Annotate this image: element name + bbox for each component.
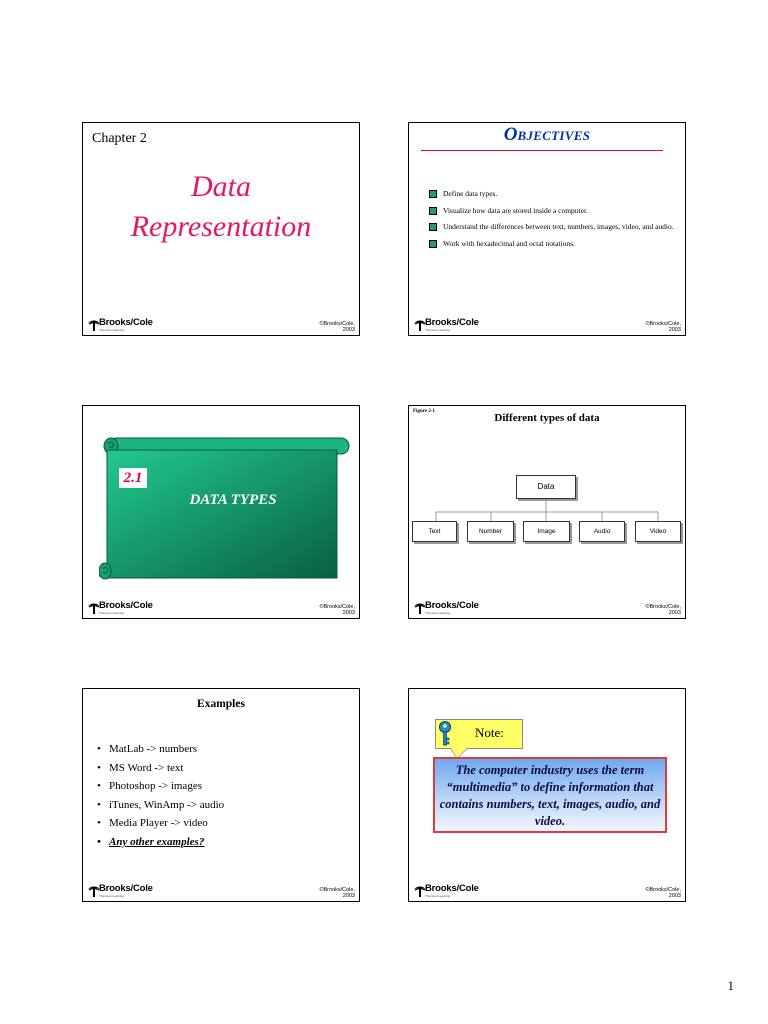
objectives-list [429, 189, 679, 255]
logo-subtext: Thomson Learning [425, 611, 451, 615]
copyright [319, 321, 355, 333]
slide-title-line2: Representation [130, 210, 312, 243]
logo-text: Brooks/Cole [99, 317, 153, 328]
tree-node-audio: Audio [579, 521, 625, 542]
title-divider [421, 150, 663, 151]
list-item [429, 222, 679, 232]
examples-title: Examples [197, 698, 245, 710]
logo-subtext: Thomson Learning [99, 611, 125, 615]
copyright-line2: 2003 [668, 610, 681, 616]
figure-title: Different types of data [494, 412, 600, 424]
copyright-line2: 2003 [668, 893, 681, 899]
list-item [429, 206, 679, 216]
slide-data-types-figure [408, 405, 686, 619]
copyright [319, 604, 355, 616]
list-item: • Media Player -> video [97, 814, 224, 833]
list-item: • iTunes, WinAmp -> audio [97, 796, 224, 815]
copyright-line1: ©Brooks/Cole, [319, 321, 355, 327]
publisher-logo [87, 318, 177, 332]
section-title: DATA TYPES [189, 492, 277, 508]
publisher-logo [87, 601, 177, 615]
publisher-logo [413, 884, 503, 898]
list-item-text: Understand the differences between text, numbers, images, video, and audio. [443, 222, 674, 231]
section-number: 2.1 [119, 468, 147, 488]
copyright [645, 887, 681, 899]
logo-text: Brooks/Cole [99, 600, 153, 611]
list-item [429, 239, 679, 249]
slide-title-line1: Data [191, 170, 251, 203]
copyright [645, 604, 681, 616]
copyright-line2: 2003 [342, 893, 355, 899]
logo-text: Brooks/Cole [99, 883, 153, 894]
tree-connector-lines [409, 406, 686, 619]
square-bullet-icon [429, 223, 437, 231]
copyright-line1: ©Brooks/Cole, [319, 887, 355, 893]
list-item: • MS Word -> text [97, 759, 224, 778]
publisher-logo [413, 601, 503, 615]
list-item-question: • Any other examples? [97, 833, 224, 852]
tree-node-video: Video [635, 521, 681, 542]
slide-section-data-types [82, 405, 360, 619]
note-body: The computer industry uses the term “multimedia” to define information that contains numbers, text, images, audio, and video. [433, 757, 667, 833]
copyright-line1: ©Brooks/Cole, [645, 604, 681, 610]
square-bullet-icon [429, 240, 437, 248]
slide-chapter-title [82, 122, 360, 336]
list-item-text: Define data types. [443, 189, 498, 198]
logo-subtext: Thomson Learning [99, 894, 125, 898]
list-item-text: Visualize how data are stored inside a computer. [443, 205, 588, 215]
slide-objectives [408, 122, 686, 336]
objectives-title [409, 124, 685, 146]
publisher-logo [87, 884, 177, 898]
copyright-line1: ©Brooks/Cole, [319, 604, 355, 610]
list-item-text: Work with hexadecimal and octal notations. [443, 238, 575, 248]
logo-subtext: Thomson Learning [425, 328, 451, 332]
figure-label: Figure 2-1 [413, 409, 435, 414]
key-icon [438, 720, 452, 748]
objectives-title-initial: O [503, 124, 518, 145]
square-bullet-icon [429, 190, 437, 198]
objectives-title-rest: BJECTIVES [517, 128, 591, 143]
list-item [429, 189, 679, 199]
slide-examples [82, 688, 360, 902]
examples-list [97, 740, 224, 851]
page-number: 1 [727, 978, 734, 993]
copyright [645, 321, 681, 333]
note-label: Note: [475, 725, 504, 740]
tree-node-number: Number [467, 521, 514, 542]
tree-node-root: Data [516, 475, 576, 499]
slide-note-multimedia [408, 688, 686, 902]
publisher-logo [413, 318, 503, 332]
logo-text: Brooks/Cole [425, 883, 479, 894]
copyright [319, 887, 355, 899]
square-bullet-icon [429, 207, 437, 215]
list-item: • Photoshop -> images [97, 777, 224, 796]
logo-subtext: Thomson Learning [425, 894, 451, 898]
logo-text: Brooks/Cole [425, 317, 479, 328]
logo-text: Brooks/Cole [425, 600, 479, 611]
logo-subtext: Thomson Learning [99, 328, 125, 332]
chapter-label: Chapter 2 [92, 131, 147, 146]
copyright-line2: 2003 [342, 610, 355, 616]
tree-node-image: Image [523, 521, 570, 542]
copyright-line2: 2003 [342, 327, 355, 333]
copyright-line1: ©Brooks/Cole, [645, 321, 681, 327]
list-item: • MatLab -> numbers [97, 740, 224, 759]
tree-node-text: Text [412, 521, 457, 542]
copyright-line2: 2003 [668, 327, 681, 333]
copyright-line1: ©Brooks/Cole, [645, 887, 681, 893]
